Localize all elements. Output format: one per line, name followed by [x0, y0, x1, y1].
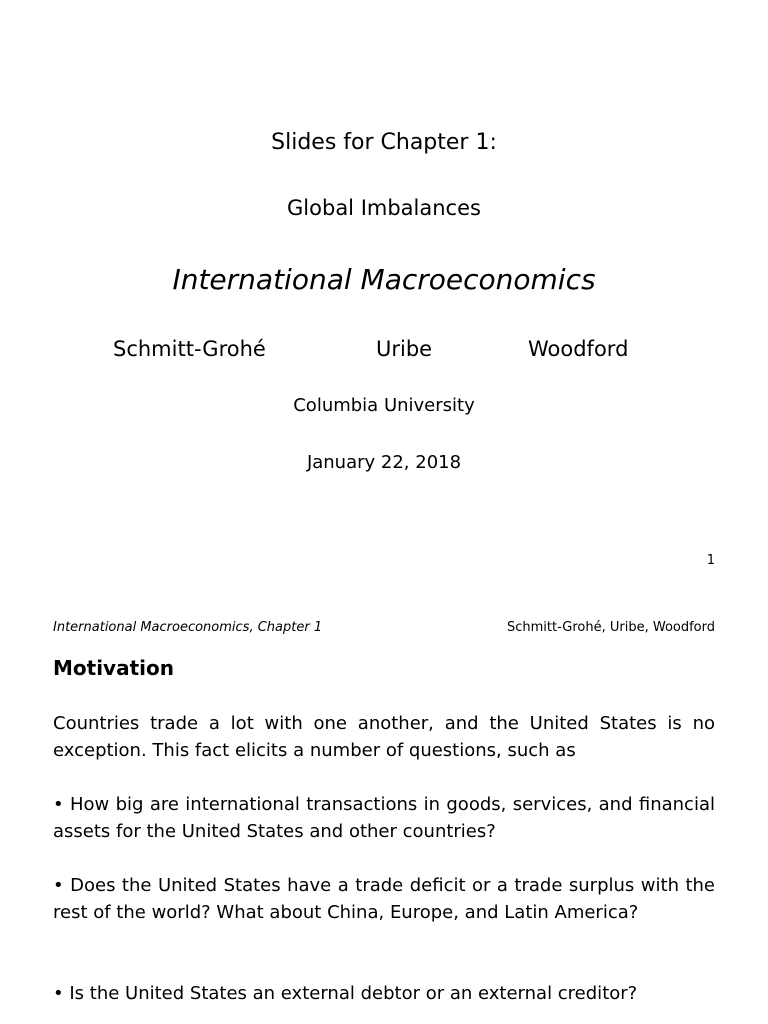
running-header-left: International Macroeconomics, Chapter 1 — [53, 620, 323, 635]
page-number: 1 — [706, 553, 715, 568]
author-list — [0, 337, 768, 365]
affiliation: Columbia University — [293, 395, 475, 416]
bullet-icon: • — [53, 794, 64, 815]
slide-title: Slides for Chapter 1: — [271, 130, 497, 155]
bullet-text: How big are international transactions in goods, services, and financial assets for the United States and other countries? — [53, 794, 715, 842]
bullet-icon: • — [53, 875, 64, 896]
book-title: International Macroeconomics — [172, 263, 596, 296]
bullet-text: Does the United States have a trade deficit or a trade surplus with the rest of the world? What about China, Europe, and Latin America? — [53, 875, 715, 923]
slide-subtitle: Global Imbalances — [287, 196, 481, 220]
section-title: Motivation — [53, 656, 174, 680]
author-name: Schmitt-Grohé — [113, 337, 266, 361]
bullet-text: Is the United States an external debtor or an external creditor? — [69, 983, 638, 1004]
bullet-item — [53, 980, 715, 1007]
intro-paragraph: Countries trade a lot with one another, and the United States is no exception. This fact elicits a number of questions, such as — [53, 713, 715, 761]
date: January 22, 2018 — [306, 452, 462, 473]
bullet-item — [53, 791, 715, 845]
running-header-right: Schmitt-Grohé, Uribe, Woodford — [507, 620, 715, 635]
content-slide — [0, 600, 768, 1024]
bullet-item — [53, 872, 715, 926]
author-name: Woodford — [528, 337, 629, 361]
author-name: Uribe — [376, 337, 433, 361]
bullet-icon: • — [53, 983, 64, 1004]
